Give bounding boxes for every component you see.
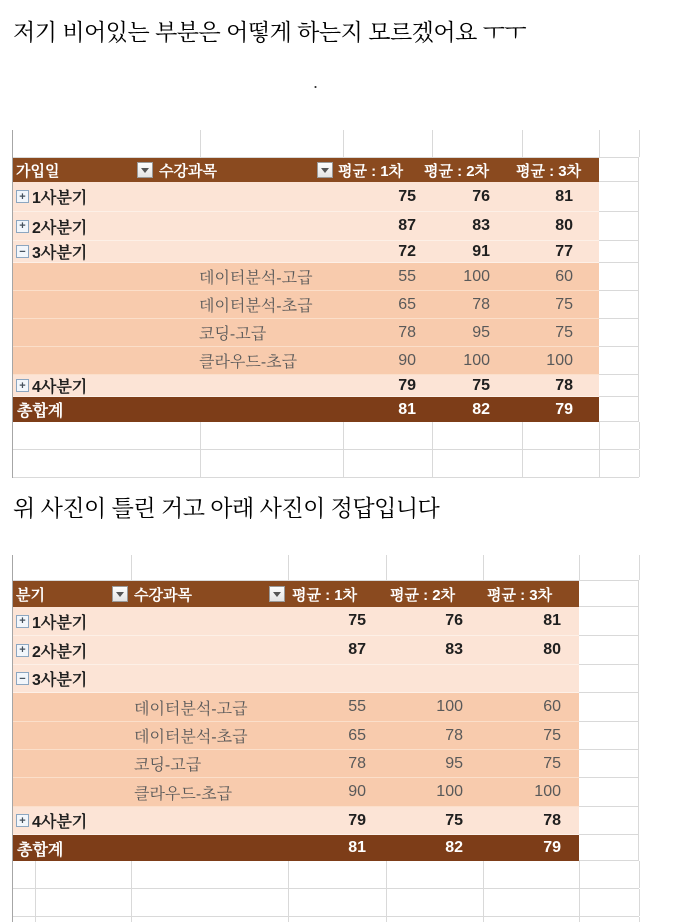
pivot-row-label-cell: [13, 375, 156, 397]
chevron-down-icon: [116, 592, 124, 597]
pivot-value-cell: 82: [422, 397, 514, 422]
pivot-row-label-cell: [13, 397, 156, 422]
table-row: [13, 636, 639, 665]
group-label: [13, 667, 87, 690]
pivot-value-cell: 65: [336, 291, 422, 319]
pivot-row-label: 1사분기: [32, 614, 88, 632]
pivot-value-cell: 81: [514, 182, 599, 212]
chevron-down-icon: [273, 592, 281, 597]
empty-cell: [599, 347, 639, 375]
empty-cell: [579, 778, 639, 807]
pivot-value-cell: 76: [386, 607, 483, 636]
pivot-value-cell: 78: [386, 722, 483, 750]
empty-cell: [579, 581, 639, 607]
column-header-label: 평균 : 3차: [487, 586, 553, 604]
pivot-value-cell: 78: [514, 375, 599, 397]
column-header-label: 평균 : 1차: [292, 586, 358, 604]
pivot-subject-label: 코딩-고급: [199, 326, 267, 343]
pivot-subject-cell: [131, 607, 288, 636]
pivot-value-cell: 100: [514, 347, 599, 375]
pivot-column-header: [386, 581, 483, 607]
table-row: [13, 807, 639, 835]
pivot-subject-cell: [131, 636, 288, 665]
empty-grid-row: [13, 555, 639, 581]
pivot-value-cell: 90: [288, 778, 386, 807]
gridline: [599, 450, 600, 477]
answer-text: 위 사진이 틀린 거고 아래 사진이 정답입니다: [13, 495, 440, 521]
expand-toggle-icon[interactable]: +: [16, 379, 29, 392]
gridline: [483, 555, 484, 580]
gridline: [579, 861, 580, 888]
empty-grid-row: [13, 130, 639, 158]
empty-cell: [579, 750, 639, 778]
pivot-value-cell: 75: [288, 607, 386, 636]
gridline: [288, 555, 289, 580]
table-row: [13, 375, 639, 397]
pivot-value-cell: 100: [422, 263, 514, 291]
empty-cell: [579, 636, 639, 665]
pivot-value-cell: 90: [336, 347, 422, 375]
column-header-label: 분기: [16, 586, 45, 604]
gridline: [343, 450, 344, 477]
pivot-value-cell: 76: [422, 182, 514, 212]
pivot-row-label-cell: [13, 750, 131, 778]
pivot-value-cell: 72: [336, 241, 422, 263]
pivot-value-cell: 100: [483, 778, 579, 807]
pivot-subject-label: 데이터분석-고급: [199, 270, 313, 287]
column-header-label: 평균 : 3차: [516, 162, 582, 180]
table-row: [13, 263, 639, 291]
pivot-subject-label: 코딩-고급: [134, 757, 202, 774]
group-label: [13, 241, 87, 263]
pivot-value-cell: 60: [483, 693, 579, 722]
filter-dropdown-button[interactable]: [317, 162, 333, 178]
pivot-row-label-cell: [13, 835, 131, 861]
empty-cell: [599, 319, 639, 347]
gridline: [639, 130, 640, 157]
gridline: [432, 450, 433, 477]
pivot-row-label: 4사분기: [32, 814, 88, 831]
empty-cell: [599, 291, 639, 319]
pivot-value-cell: 78: [336, 319, 422, 347]
pivot-subject-label: 클라우드-초급: [199, 354, 298, 371]
gridline: [639, 450, 640, 477]
empty-grid-row: [13, 422, 639, 450]
pivot-value-cell: 55: [288, 693, 386, 722]
table-row: [13, 397, 639, 422]
gridline: [386, 889, 387, 916]
gridline: [639, 555, 640, 580]
pivot-value-cell: 65: [288, 722, 386, 750]
gridline: [579, 917, 580, 922]
pivot-value-cell: 75: [422, 375, 514, 397]
pivot-row-label-cell: [13, 636, 131, 665]
gridline: [522, 450, 523, 477]
pivot-value-cell: 100: [386, 778, 483, 807]
gridline: [131, 889, 132, 916]
pivot-subject-cell: [131, 722, 288, 750]
pivot-value-cell: 81: [483, 607, 579, 636]
pivot-column-header: [288, 581, 386, 607]
group-label: [13, 185, 87, 208]
pivot-value-cell: 78: [422, 291, 514, 319]
empty-cell: [599, 212, 639, 241]
gridline: [386, 861, 387, 888]
pivot-value-cell: 79: [336, 375, 422, 397]
gridline: [483, 861, 484, 888]
column-header-label: 수강과목: [159, 162, 217, 180]
pivot-row-label-cell: [13, 665, 131, 693]
pivot-value-cell: 77: [514, 241, 599, 263]
pivot-column-header: [336, 158, 422, 182]
gridline: [639, 861, 640, 888]
pivot-subject-cell: [156, 319, 336, 347]
pivot-value-cell: 75: [483, 750, 579, 778]
empty-cell: [579, 607, 639, 636]
pivot-value-cell: 55: [336, 263, 422, 291]
pivot-subject-label: 클라우드-초급: [134, 785, 233, 803]
pivot-value-cell: 78: [288, 750, 386, 778]
pivot-subject-cell: [156, 397, 336, 422]
pivot-header-row: [13, 158, 639, 182]
empty-cell: [579, 807, 639, 835]
group-label: [13, 639, 87, 662]
empty-cell: [579, 722, 639, 750]
expand-toggle-icon[interactable]: +: [16, 644, 29, 657]
pivot-subject-cell: [131, 807, 288, 835]
pivot-value-cell: 79: [288, 807, 386, 835]
empty-cell: [599, 241, 639, 263]
empty-grid-row: [13, 889, 639, 917]
pivot-column-header: [131, 581, 288, 607]
gridline: [200, 450, 201, 477]
pivot-subject-label: 데이터분석-초급: [199, 298, 313, 315]
gridline: [343, 130, 344, 157]
empty-grid-row: [13, 450, 639, 478]
group-label: [13, 610, 87, 633]
pivot-subject-label: 데이터분석-고급: [134, 700, 248, 718]
gridline: [131, 861, 132, 888]
collapse-toggle-icon[interactable]: −: [16, 672, 29, 685]
gridline: [432, 422, 433, 449]
pivot-row-label-cell: [13, 212, 156, 241]
empty-cell: [599, 375, 639, 397]
gridline: [579, 889, 580, 916]
table-row: [13, 212, 639, 241]
pivot-subject-cell: [131, 750, 288, 778]
pivot-value-cell: 87: [288, 636, 386, 665]
gridline: [35, 889, 36, 916]
gridline: [599, 422, 600, 449]
pivot-value-cell: 80: [514, 212, 599, 241]
pivot-value-cell: [386, 665, 483, 693]
pivot-subject-cell: [131, 693, 288, 722]
pivot-row-label: 3사분기: [32, 245, 88, 262]
pivot-subject-cell: [131, 835, 288, 861]
pivot-row-label: 1사분기: [32, 190, 88, 207]
gridline: [483, 917, 484, 922]
pivot-value-cell: 75: [483, 722, 579, 750]
column-header-label: 수강과목: [134, 586, 192, 604]
filter-dropdown-button[interactable]: [269, 586, 285, 602]
pivot-subject-cell: [156, 182, 336, 212]
pivot-column-header: [483, 581, 579, 607]
pivot-row-label: 4사분기: [32, 379, 88, 396]
pivot-value-cell: 75: [386, 807, 483, 835]
table-row: [13, 319, 639, 347]
empty-cell: [579, 835, 639, 861]
pivot-value-cell: 75: [336, 182, 422, 212]
gridline: [522, 130, 523, 157]
pivot-subject-cell: [131, 665, 288, 693]
grand-total-label: 총합계: [17, 403, 64, 420]
gridline: [288, 861, 289, 888]
pivot-column-header: [156, 158, 336, 182]
gridline: [599, 130, 600, 157]
pivot-subject-cell: [131, 778, 288, 807]
gridline: [522, 422, 523, 449]
pivot-column-header: [13, 158, 156, 182]
pivot-subject-cell: [156, 347, 336, 375]
gridline: [343, 422, 344, 449]
gridline: [131, 917, 132, 922]
table-row: [13, 778, 639, 807]
gridline: [288, 889, 289, 916]
gridline: [639, 889, 640, 916]
gridline: [386, 555, 387, 580]
pivot-value-cell: 83: [386, 636, 483, 665]
gridline: [35, 917, 36, 922]
gridline: [131, 555, 132, 580]
pivot-value-cell: 75: [514, 291, 599, 319]
pivot-value-cell: 95: [422, 319, 514, 347]
pivot-row-label: 2사분기: [32, 643, 88, 661]
chevron-down-icon: [141, 168, 149, 173]
gridline: [483, 889, 484, 916]
pivot-subject-cell: [156, 263, 336, 291]
pivot-row-label-cell: [13, 693, 131, 722]
pivot-value-cell: 78: [483, 807, 579, 835]
table-row: [13, 693, 639, 722]
pivot-table-wrong: [12, 130, 639, 478]
expand-toggle-icon[interactable]: +: [16, 220, 29, 233]
column-header-label: 평균 : 2차: [424, 162, 490, 180]
table-row: [13, 291, 639, 319]
stray-dot: .: [313, 72, 319, 92]
pivot-table-correct: [12, 555, 639, 922]
pivot-value-cell: 80: [483, 636, 579, 665]
empty-cell: [599, 182, 639, 212]
pivot-subject-cell: [156, 291, 336, 319]
table-row: [13, 665, 639, 693]
pivot-subject-label: 데이터분석-초급: [134, 729, 248, 746]
empty-cell: [599, 158, 639, 182]
group-label: [13, 375, 87, 397]
expand-toggle-icon[interactable]: +: [16, 190, 29, 203]
gridline: [639, 422, 640, 449]
pivot-value-cell: 100: [386, 693, 483, 722]
pivot-column-header: [514, 158, 599, 182]
pivot-value-cell: 75: [514, 319, 599, 347]
group-label: [13, 809, 87, 832]
column-header-label: 평균 : 1차: [338, 162, 404, 180]
table-row: [13, 182, 639, 212]
empty-cell: [599, 263, 639, 291]
pivot-value-cell: 79: [483, 835, 579, 861]
pivot-value-cell: 87: [336, 212, 422, 241]
column-header-label: 가입일: [16, 162, 60, 180]
gridline: [200, 130, 201, 157]
table-row: [13, 347, 639, 375]
pivot-value-cell: [483, 665, 579, 693]
table-row: [13, 722, 639, 750]
pivot-row-label-cell: [13, 778, 131, 807]
pivot-row-label-cell: [13, 291, 156, 319]
pivot-value-cell: [288, 665, 386, 693]
gridline: [35, 861, 36, 888]
chevron-down-icon: [321, 168, 329, 173]
expand-toggle-icon[interactable]: +: [16, 615, 29, 628]
pivot-subject-cell: [156, 241, 336, 263]
pivot-row-label-cell: [13, 347, 156, 375]
empty-cell: [579, 665, 639, 693]
gridline: [386, 917, 387, 922]
gridline: [639, 917, 640, 922]
pivot-column-header: [422, 158, 514, 182]
pivot-row-label-cell: [13, 607, 131, 636]
pivot-row-label: 3사분기: [32, 672, 88, 689]
pivot-value-cell: 91: [422, 241, 514, 263]
gridline: [432, 130, 433, 157]
group-label: [13, 215, 87, 238]
question-text: 저기 비어있는 부분은 어떻게 하는지 모르겠어요 ㅜㅜ: [13, 19, 527, 45]
pivot-value-cell: 81: [336, 397, 422, 422]
pivot-value-cell: 100: [422, 347, 514, 375]
grand-total-label: 총합계: [17, 841, 64, 859]
empty-grid-row: [13, 861, 639, 889]
pivot-value-cell: 81: [288, 835, 386, 861]
table-row: [13, 750, 639, 778]
pivot-row-label-cell: [13, 722, 131, 750]
pivot-row-label-cell: [13, 807, 131, 835]
pivot-value-cell: 83: [422, 212, 514, 241]
empty-cell: [579, 693, 639, 722]
filter-dropdown-button[interactable]: [112, 586, 128, 602]
collapse-toggle-icon[interactable]: −: [16, 245, 29, 258]
table-row: [13, 241, 639, 263]
pivot-row-label-cell: [13, 263, 156, 291]
column-header-label: 평균 : 2차: [390, 586, 456, 604]
table-row: [13, 607, 639, 636]
pivot-subject-cell: [156, 212, 336, 241]
pivot-row-label-cell: [13, 241, 156, 263]
empty-cell: [599, 397, 639, 422]
table-row: [13, 835, 639, 861]
pivot-subject-cell: [156, 375, 336, 397]
pivot-value-cell: 82: [386, 835, 483, 861]
filter-dropdown-button[interactable]: [137, 162, 153, 178]
pivot-row-label: 2사분기: [32, 219, 88, 237]
expand-toggle-icon[interactable]: +: [16, 814, 29, 827]
gridline: [200, 422, 201, 449]
gridline: [579, 555, 580, 580]
gridline: [288, 917, 289, 922]
pivot-row-label-cell: [13, 182, 156, 212]
empty-grid-row: [13, 917, 639, 922]
pivot-value-cell: 95: [386, 750, 483, 778]
pivot-column-header: [13, 581, 131, 607]
pivot-header-row: [13, 581, 639, 607]
pivot-row-label-cell: [13, 319, 156, 347]
pivot-value-cell: 79: [514, 397, 599, 422]
pivot-value-cell: 60: [514, 263, 599, 291]
